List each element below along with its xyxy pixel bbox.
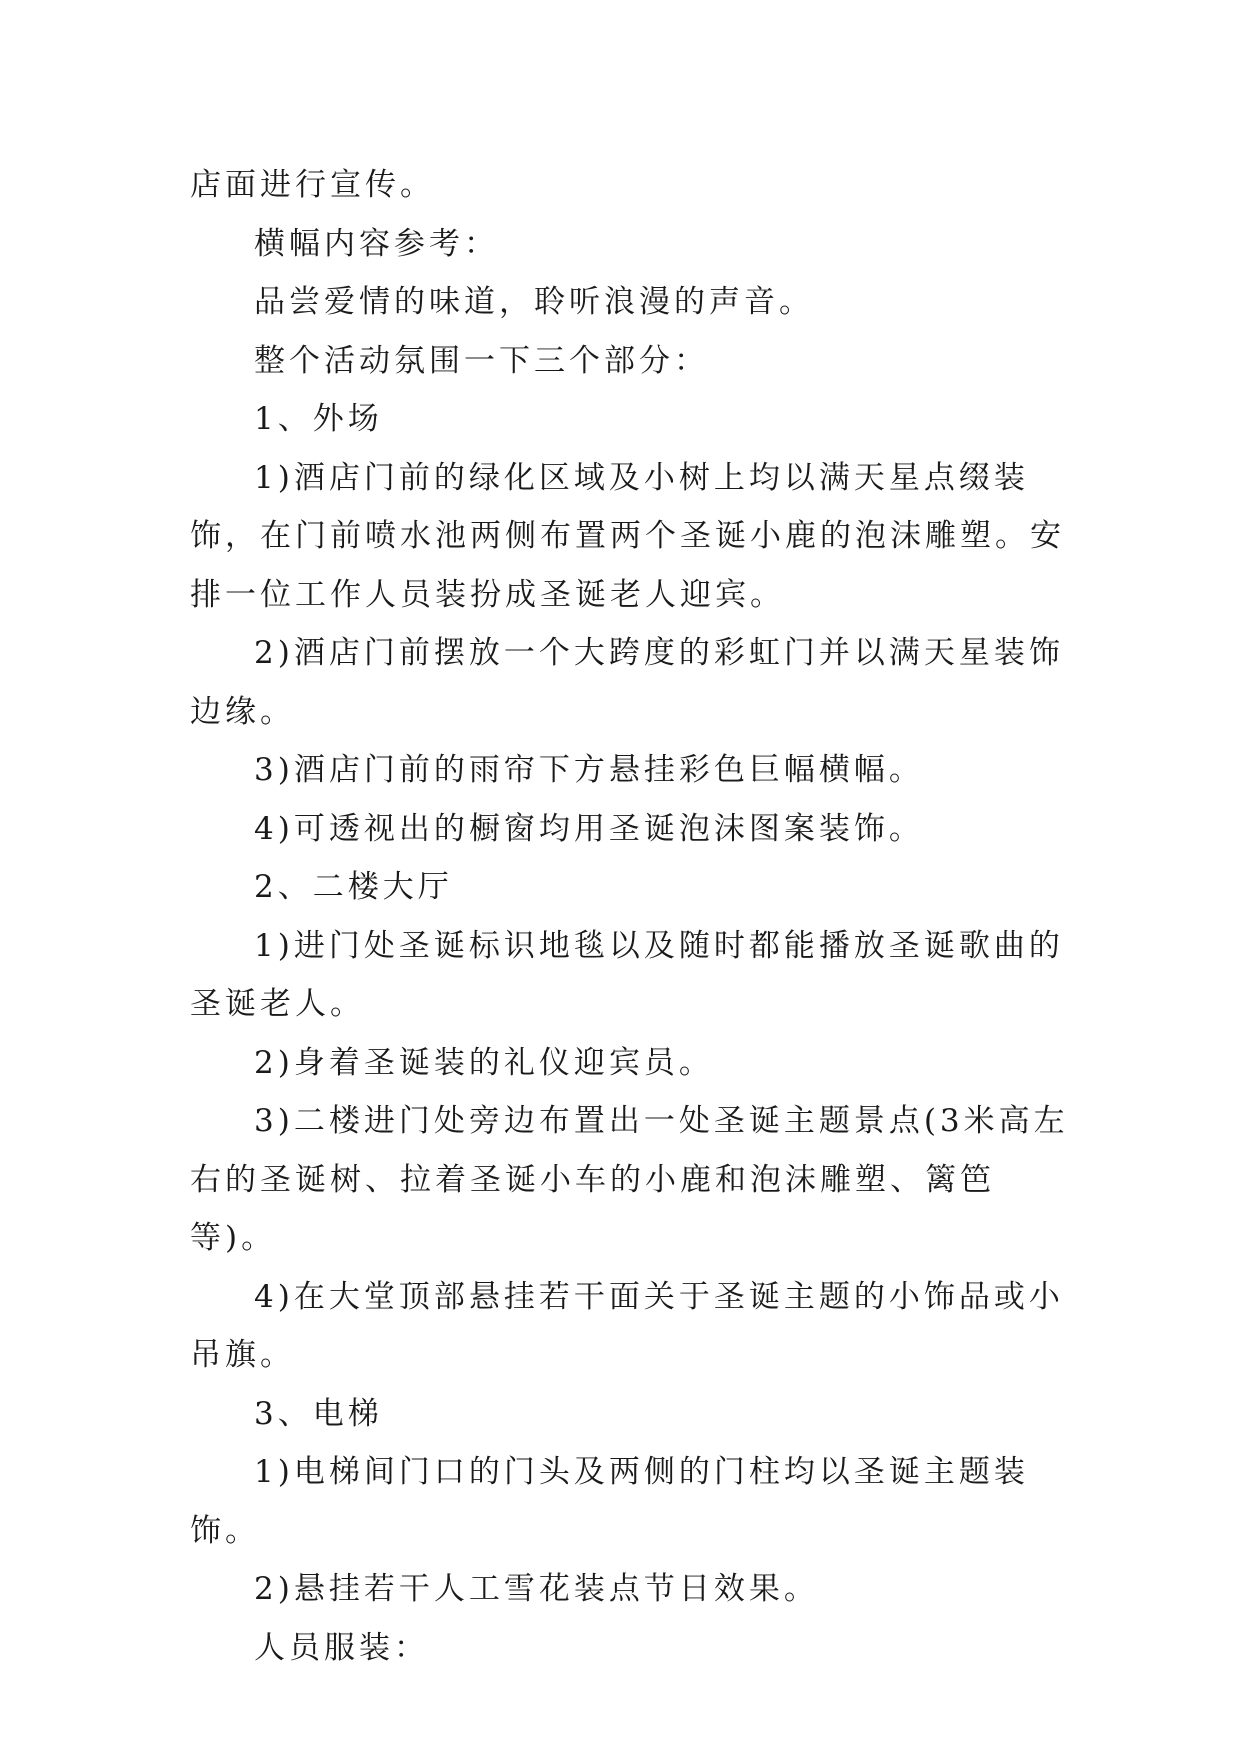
section-heading: 1、外场 [254, 401, 383, 437]
paragraph: 2)悬挂若干人工雪花装点节日效果。 [254, 1571, 819, 1607]
paragraph: 4)可透视出的橱窗均用圣诞泡沫图案装饰。 [254, 810, 924, 847]
paragraph: 人员服装： [254, 1629, 429, 1666]
paragraph: 3)二楼进门处旁边布置出一处圣诞主题景点(3米高左右的圣诞树、拉着圣诞小车的小鹿和泡沫雕塑、篱笆等)。 [190, 1103, 1069, 1256]
paragraph: 2)身着圣诞装的礼仪迎宾员。 [254, 1044, 714, 1081]
paragraph: 整个活动氛围一下三个部分： [254, 342, 709, 379]
paragraph: 1)进门处圣诞标识地毯以及随时都能播放圣诞歌曲的圣诞老人。 [190, 927, 1064, 1022]
paragraph: 1)电梯间门口的门头及两侧的门柱均以圣诞主题装饰。 [190, 1454, 1029, 1549]
paragraph: 2)酒店门前摆放一个大跨度的彩虹门并以满天星装饰边缘。 [190, 635, 1064, 730]
paragraph: 横幅内容参考： [254, 225, 499, 262]
paragraph: 店面进行宣传。 [190, 167, 435, 203]
paragraph: 品尝爱情的味道，聆听浪漫的声音。 [254, 284, 814, 320]
paragraph: 1)酒店门前的绿化区域及小树上均以满天星点缀装饰，在门前喷水池两侧布置两个圣诞小鹿的泡沫雕塑。安排一位工作人员装扮成圣诞老人迎宾。 [190, 459, 1065, 613]
paragraph: 4)在大堂顶部悬挂若干面关于圣诞主题的小饰品或小吊旗。 [190, 1278, 1064, 1373]
section-heading: 3、电梯 [254, 1395, 383, 1432]
document-body [190, 156, 1070, 1677]
section-heading: 2、二楼大厅 [254, 869, 453, 905]
paragraph: 3)酒店门前的雨帘下方悬挂彩色巨幅横幅。 [254, 752, 924, 788]
